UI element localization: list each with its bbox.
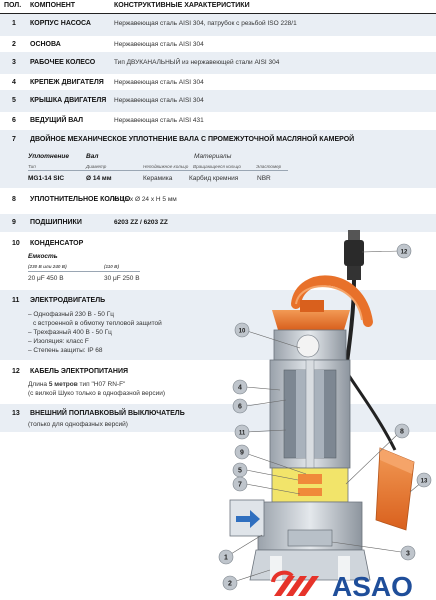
stationary-ring: Керамика <box>143 175 173 182</box>
materials-header: Материалы <box>194 153 232 160</box>
motor-line: – Степень защиты: IP 68 <box>28 347 103 354</box>
motor-line: – Трехфазный 400 В - 50 Гц <box>28 329 112 336</box>
stationary-header: Неподвижное кольцо <box>143 164 189 169</box>
row-num: 3 <box>12 59 16 66</box>
pump-cutaway-illustration <box>200 230 436 600</box>
motor-line: – Изоляция: класс F <box>28 338 89 345</box>
cable-type: тип "H07 RN-F" <box>77 381 126 388</box>
oring-row <box>0 188 436 214</box>
pump-top-cap <box>272 310 350 330</box>
float-note: (только для однофазных версий) <box>28 421 128 428</box>
callout-2: 2 <box>228 580 232 588</box>
capacity-230-header: (230 В или 240 В) <box>28 264 67 269</box>
col-pos-header: ПОЛ. <box>4 2 22 9</box>
rotating-ring: Карбид кремния <box>189 175 239 182</box>
row-value: Тип ДВУКАНАЛЬНЫЙ из нержавеющей стали AISI 304 <box>114 59 280 66</box>
seal-type: MG1-14 SIC <box>28 175 65 182</box>
motor-line: – Однофазный 230 В - 50 Гц <box>28 311 114 318</box>
row-name: ОСНОВА <box>30 41 61 48</box>
callout-11: 11 <box>238 430 246 437</box>
asao-logo-text: ASAO <box>332 571 413 600</box>
seal-subheader-line <box>28 170 288 171</box>
row-value: Нержавеющая сталь AISI 304 <box>114 97 204 104</box>
row-num: 13 <box>12 410 20 417</box>
row-num: 5 <box>12 97 16 104</box>
schuko-plug-icon <box>344 230 364 280</box>
capacity-110-header: (110 В) <box>104 264 119 269</box>
row-value: Нержавеющая сталь AISI 304 <box>114 41 204 48</box>
col-features-header: КОНСТРУКТИВНЫЕ ХАРАКТЕРИСТИКИ <box>114 2 250 9</box>
asao-logo-mark-icon <box>273 573 319 596</box>
row-name: КОРПУС НАСОСА <box>30 20 91 27</box>
row-num: 9 <box>12 219 16 226</box>
callout-3: 3 <box>406 550 410 558</box>
capacity-header: Емкость <box>28 253 58 260</box>
table-row <box>0 14 436 36</box>
row-num: 2 <box>12 41 16 48</box>
callout-13: 13 <box>420 478 428 485</box>
type-header: Тип <box>28 164 36 169</box>
row-value: Ø 15 x Ø 24 x H 5 мм <box>114 196 177 203</box>
row-name: РАБОЧЕЕ КОЛЕСО <box>30 59 96 66</box>
capacitor-subheader-line <box>28 271 140 272</box>
row-num: 10 <box>12 240 20 247</box>
row-name: КРЫШКА ДВИГАТЕЛЯ <box>30 97 107 104</box>
elastomer-value: NBR <box>257 175 271 182</box>
capacity-230-value: 20 μF 450 В <box>28 275 64 282</box>
shaft-header: Вал <box>86 153 99 160</box>
row-name: ПОДШИПНИКИ <box>30 219 82 226</box>
table-row <box>0 52 436 74</box>
row-num: 8 <box>12 196 16 203</box>
row-num: 12 <box>12 368 20 375</box>
row-value: 6203 ZZ / 6203 ZZ <box>114 219 168 226</box>
callout-9: 9 <box>240 449 244 457</box>
row-num: 7 <box>12 136 16 143</box>
cable-length-value: 5 метров <box>48 381 78 388</box>
callout-12: 12 <box>400 249 408 256</box>
callout-5: 5 <box>238 467 242 475</box>
callout-6: 6 <box>238 403 242 411</box>
row-name: ЭЛЕКТРОДВИГАТЕЛЬ <box>30 297 106 304</box>
oil-chamber <box>272 468 348 502</box>
cable-note: (с вилкой Шуко только в однофазной версии) <box>28 390 166 397</box>
table-row <box>0 90 436 112</box>
callout-4: 4 <box>238 384 242 392</box>
row-name: КРЕПЕЖ ДВИГАТЕЛЯ <box>30 79 104 86</box>
elastomer-header: Эластомер <box>256 164 282 169</box>
row-name: ВЕДУЩИЙ ВАЛ <box>30 117 84 124</box>
row-name: ВНЕШНИЙ ПОПЛАВКОВЫЙ ВЫКЛЮЧАТЕЛЬ <box>30 410 185 417</box>
row-name: УПЛОТНИТЕЛЬНОЕ КОЛЬЦО <box>30 196 131 203</box>
row-value: Нержавеющая сталь AISI 304, патрубок с резьбой ISO 228/1 <box>114 20 297 27</box>
impeller <box>288 530 332 546</box>
callout-7: 7 <box>238 481 242 489</box>
cable-length-line <box>28 381 125 388</box>
row-name: КОНДЕНСАТОР <box>30 240 84 247</box>
motor-line: с встроенной в обмотку тепловой защитой <box>33 320 162 327</box>
diameter-header: Диаметр <box>86 164 107 169</box>
row-num: 1 <box>12 20 16 27</box>
callout-10: 10 <box>238 328 246 335</box>
rotating-header: Вращающееся кольцо <box>193 164 241 169</box>
asao-logo <box>268 562 436 600</box>
callout-8: 8 <box>400 428 404 436</box>
shaft-diameter: Ø 14 мм <box>86 175 112 182</box>
row-num: 11 <box>12 297 20 304</box>
seal-row <box>0 130 436 188</box>
capacity-110-value: 30 μF 250 В <box>104 275 140 282</box>
row-num: 4 <box>12 79 16 86</box>
col-component-header: КОМПОНЕНТ <box>30 2 76 9</box>
row-name: КАБЕЛЬ ЭЛЕКТРОПИТАНИЯ <box>30 368 129 375</box>
row-value: Нержавеющая сталь AISI 431 <box>114 117 204 124</box>
cable-length-label: Длина <box>28 381 49 388</box>
callout-1: 1 <box>224 554 228 562</box>
row-value: Нержавеющая сталь AISI 304 <box>114 79 204 86</box>
seal-header: Уплотнение <box>28 153 69 160</box>
table-header <box>0 0 436 14</box>
float-switch <box>376 448 414 530</box>
row-num: 6 <box>12 117 16 124</box>
row-name: ДВОЙНОЕ МЕХАНИЧЕСКОЕ УПЛОТНЕНИЕ ВАЛА С ПРОМЕЖУТОЧНОЙ МАСЛЯНОЙ КАМЕРОЙ <box>30 136 355 143</box>
